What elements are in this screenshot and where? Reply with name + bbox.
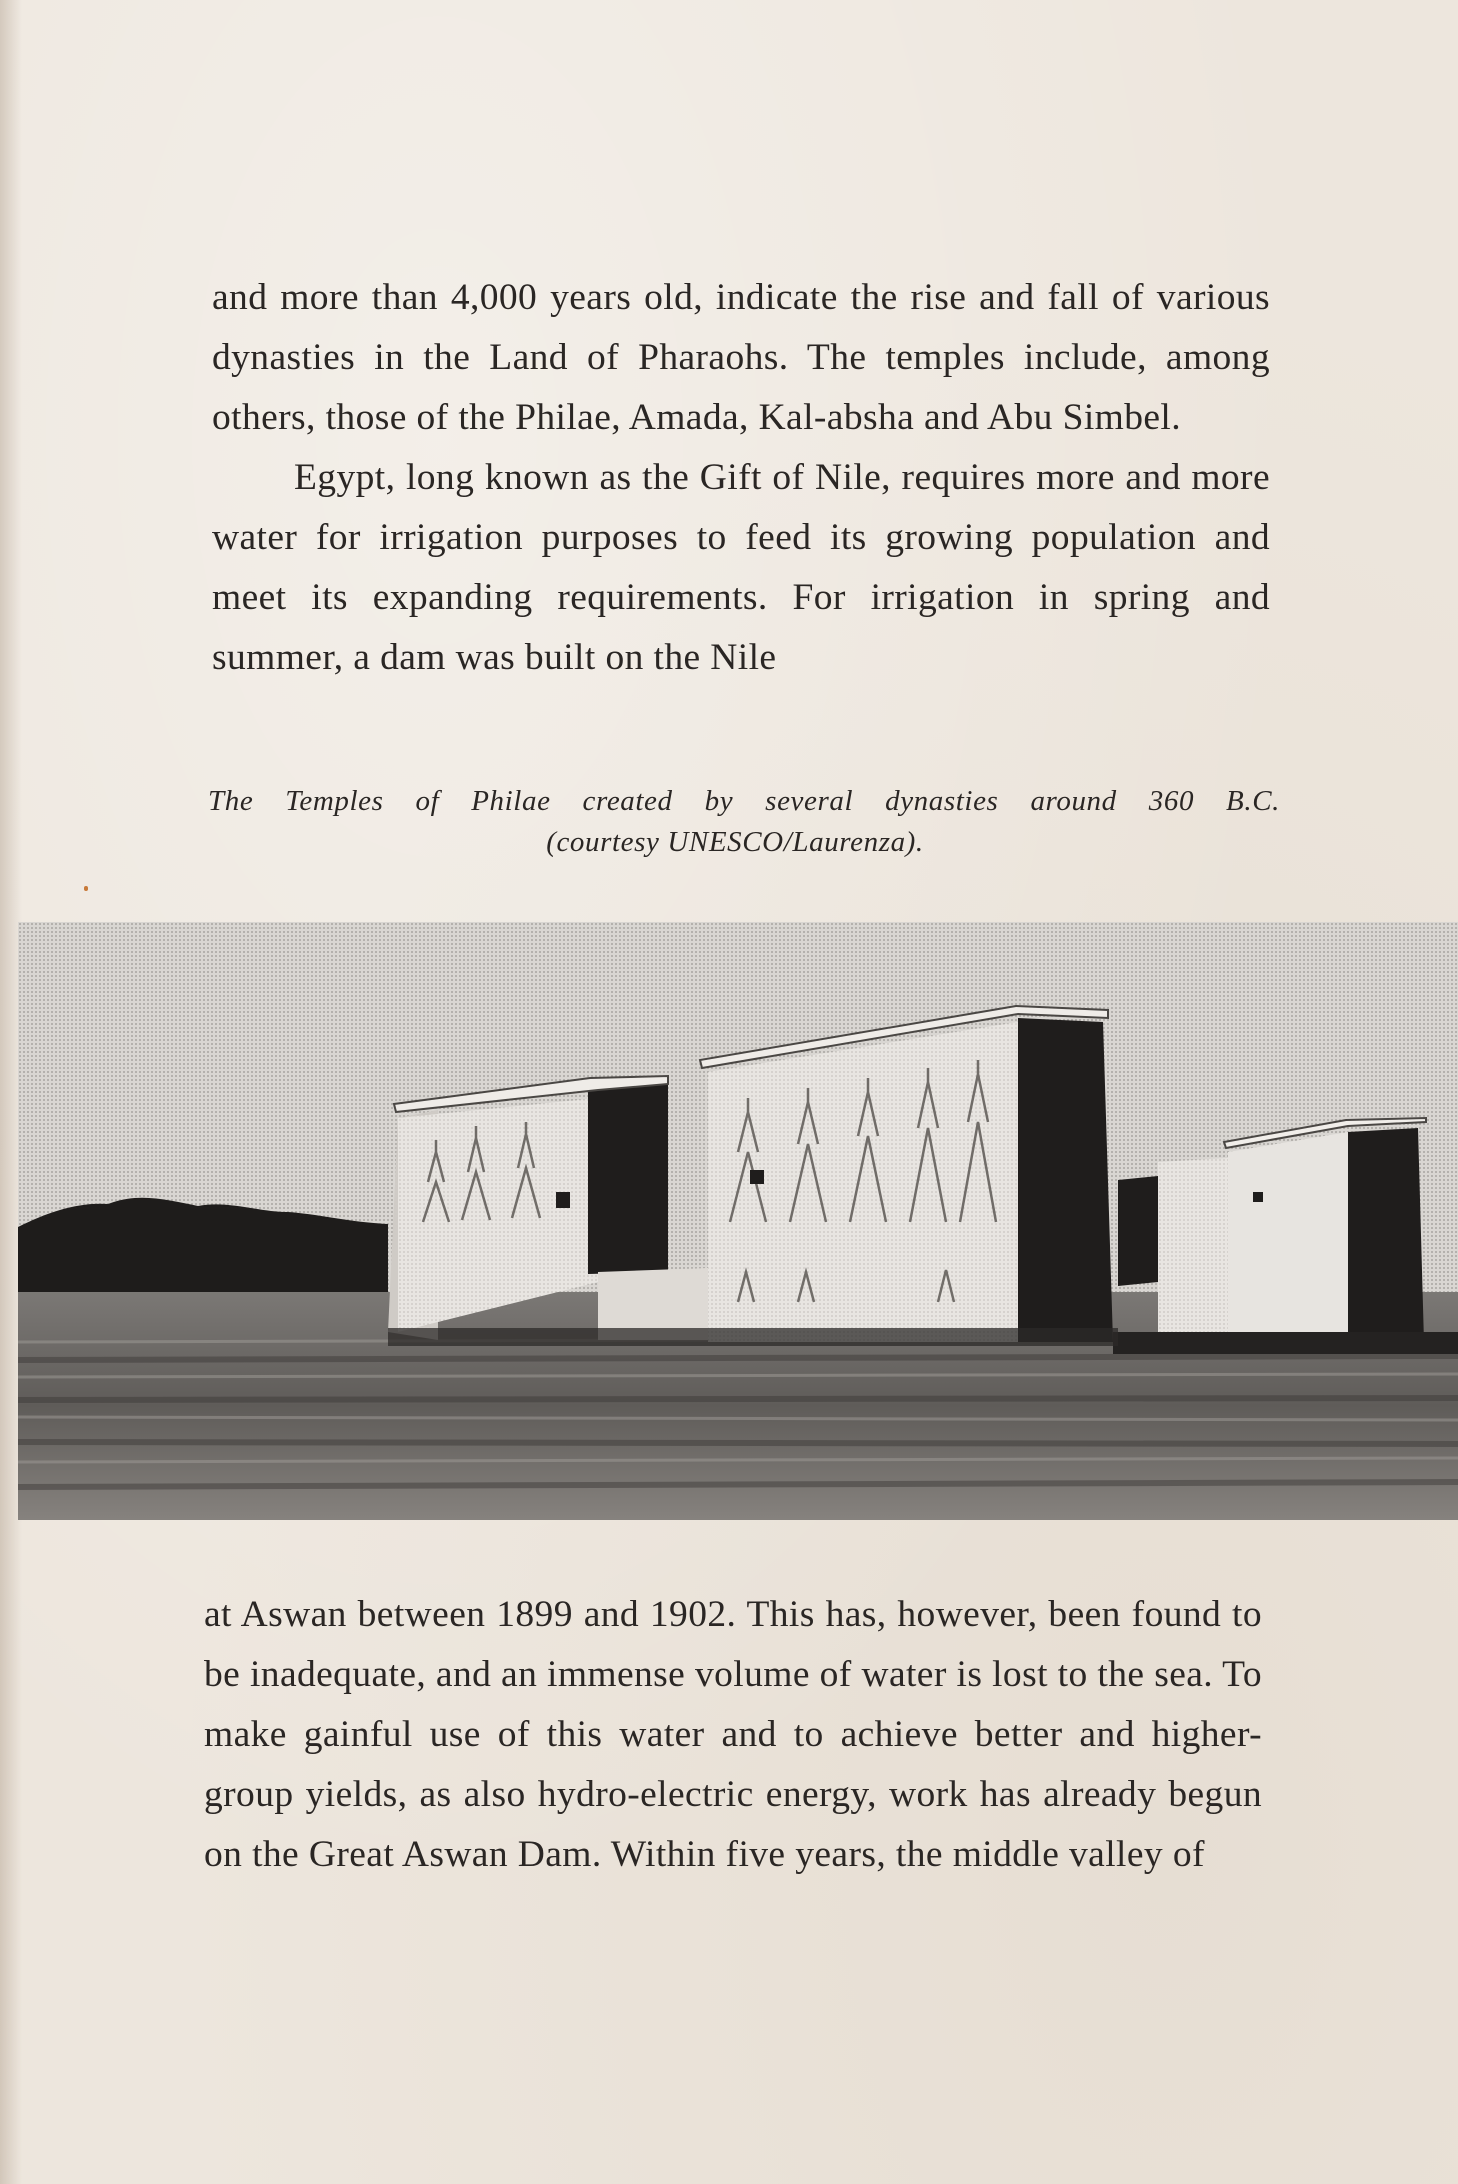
- top-text-block: [212, 268, 1270, 688]
- photo-caption: [190, 781, 1280, 863]
- right-temple-wall: [1228, 1132, 1348, 1342]
- paper-speck: [84, 886, 88, 891]
- paragraph-aswan: at Aswan between 1899 and 1902. This has, however, been found to be inadequate, and an immense volume of water is lost to the sea. To make gainful use of this water and to achieve better and higher-group yields, as also hydro-electric energy, work has already begun on the Great Aswan Dam. Within five years, the middle valley of: [204, 1594, 1262, 1875]
- right-temple-tower: [1348, 1128, 1424, 1342]
- philae-temple-photo: [18, 922, 1458, 1520]
- right-temple-waterline: [1113, 1332, 1458, 1354]
- central-pylon-window: [750, 1170, 764, 1184]
- right-temple-window: [1253, 1192, 1263, 1202]
- philae-temple-illustration: [18, 922, 1458, 1520]
- left-pylon-tower: [588, 1080, 668, 1274]
- temple-waterline: [388, 1328, 1118, 1346]
- left-pylon-window: [556, 1192, 570, 1208]
- bottom-text-block: [204, 1585, 1262, 1885]
- right-gate-dark: [1118, 1176, 1158, 1286]
- paragraph-dynasties: and more than 4,000 years old, indicate the rise and fall of various dynasties in the Land of Pharaohs. The temples include, among others, those of the Philae, Amada, Kal-absha and Abu Simbel.: [212, 277, 1270, 438]
- right-colonnade: [1158, 1158, 1228, 1342]
- paragraph-gift-of-nile: Egypt, long known as the Gift of Nile, requires more and more water for irrigation purposes to feed its growing population and meet its expanding requirements. For irrigation in spring and summer, a dam was built on the Nile: [212, 457, 1270, 678]
- central-pylon-tower: [1018, 1018, 1113, 1342]
- caption-line-1: The Temples of Philae created by several dynasties around 360 B.C.: [208, 785, 1280, 817]
- caption-credit: (courtesy UNESCO/Laurenza).: [546, 826, 924, 858]
